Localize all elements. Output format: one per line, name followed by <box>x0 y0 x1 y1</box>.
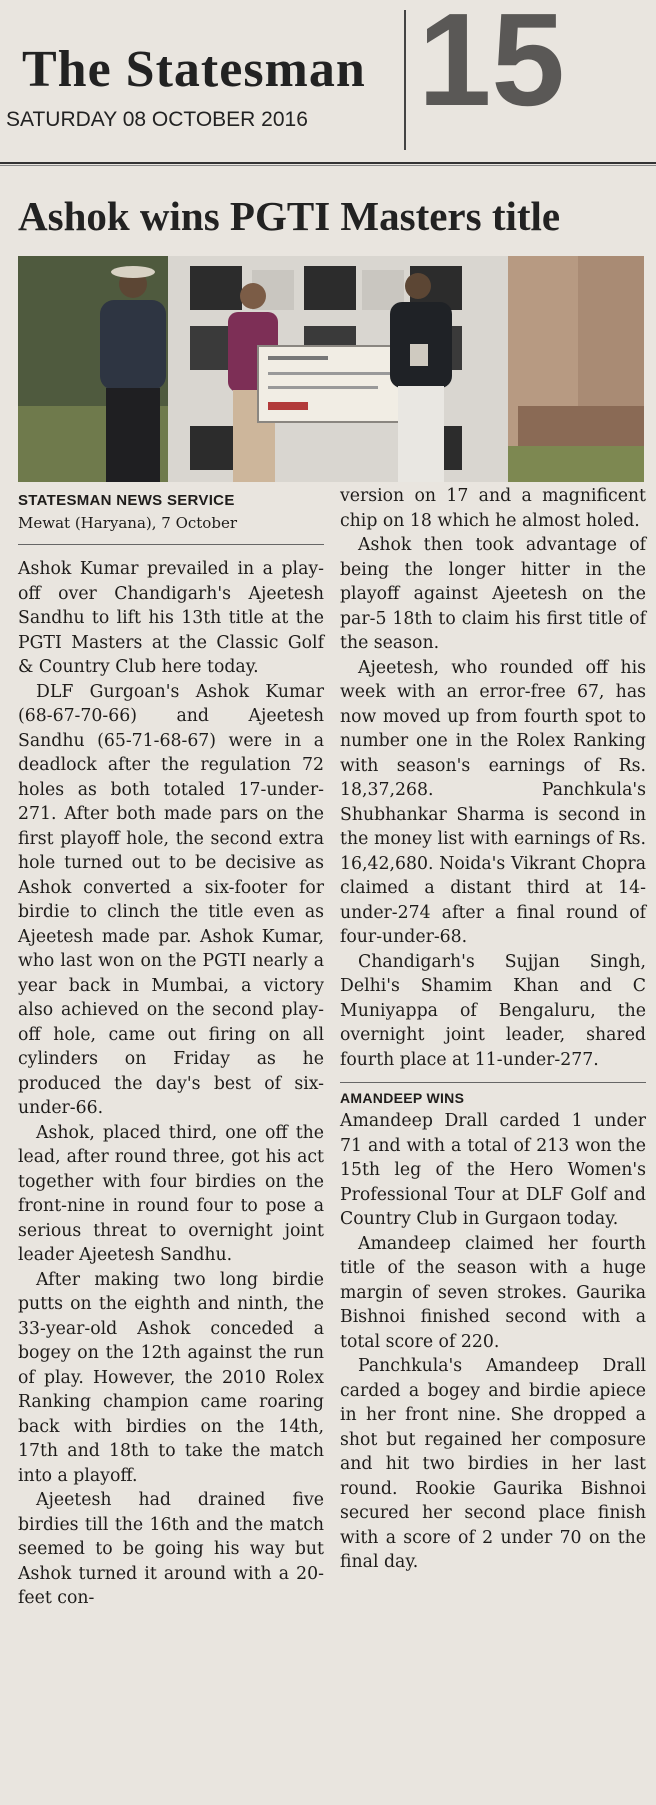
article-paragraph: Ashok, placed third, one off the lead, after round three, got his act together with four birdies on the front-nine in round four to pose a serious threat to overnight joint leader Ajeetesh Sandhu. <box>18 1122 324 1265</box>
article-paragraph: Amandeep claimed her fourth title of the season with a huge margin of seven strokes. Gaurika Bishnoi finished second with a total score of 220. <box>340 1233 646 1352</box>
article-paragraph: Amandeep Drall carded 1 under 71 and with a total of 213 won the 15th leg of the Hero Women's Professional Tour at DLF Golf and Country Club in Gurgaon today. <box>340 1111 646 1229</box>
article-paragraph: Ajeetesh had drained five birdies till the 16th and the match seemed to be going his way but Ashok turned it around with a 20-feet con- <box>18 1490 324 1608</box>
article-byline: STATESMAN NEWS SERVICE <box>18 492 235 509</box>
article-paragraph: Ashok then took advantage of being the longer hitter in the playoff against Ajeetesh on the par-5 18th to claim his first title of the season. <box>340 535 646 653</box>
article-paragraph: Chandigarh's Sujjan Singh, Delhi's Shamim Khan and C Muniyappa of Bengaluru, the overnight joint leader, shared fourth place at 11-under-277. <box>340 951 646 1070</box>
article-subhead: AMANDEEP WINS <box>340 1082 646 1109</box>
article-paragraph: After making two long birdie putts on the eighth and ninth, the 33-year-old Ashok conceded a bogey on the 12th against the run of play. However, the 2010 Rolex Ranking champion came roaring back with birdies on the 14th, 17th and 18th to take the match into a playoff. <box>18 1269 324 1486</box>
article-paragraph: Ashok Kumar prevailed in a play-off over Chandigarh's Ajeetesh Sandhu to lift his 13th title at the PGTI Masters at the Classic Golf & Country Club here today. <box>18 559 324 677</box>
byline-divider <box>18 544 324 545</box>
article-paragraph: version on 17 and a magnificent chip on 18 which he almost holed. <box>340 486 646 531</box>
masthead-rule <box>0 162 656 164</box>
article-paragraph: Panchkula's Amandeep Drall carded a bogey and birdie apiece in her front nine. She dropped a shot but regained her composure and hit two birdies in her last round. Rookie Gaurika Bishnoi secured her second place finish with a score of 2 under 70 on the final day. <box>340 1356 646 1572</box>
article-paragraph: DLF Gurgoan's Ashok Kumar (68-67-70-66) and Ajeetesh Sandhu (65-71-68-67) were in a deadlock after the regulation 72 holes as both totaled 17-under-271. After both made pars on the first playoff hole, the second extra hole turned out to be decisive as Ashok converted a six-footer for birdie to clinch the title even as Ajeetesh made par. Ashok Kumar, who last won on the PGTI nearly a year back in Mumbai, a victory also achieved on the second play-off hole, came out firing on all cylinders on Friday as he produced the day's best of six-under-66. <box>18 681 324 1118</box>
article-column-right <box>340 484 646 1575</box>
masthead <box>0 0 656 160</box>
newspaper-name: The Statesman <box>22 41 366 98</box>
article-column-left <box>18 490 324 1611</box>
page-number: 15 <box>418 0 565 133</box>
article-dateline: Mewat (Haryana), 7 October <box>18 514 237 532</box>
trophy-presentation-photo <box>18 256 644 482</box>
masthead-divider <box>404 10 406 150</box>
publication-date: SATURDAY 08 OCTOBER 2016 <box>6 108 308 131</box>
article-paragraph: Ajeetesh, who rounded off his week with an error-free 67, has now moved up from fourth spot to number one in the Rolex Ranking with season's earnings of Rs. 18,37,268. Panchkula's Shubhankar Sharma is second in the money list with earnings of Rs. 16,42,680. Noida's Vikrant Chopra claimed a distant third at 14-under-274 after a final round of four-under-68. <box>340 657 646 947</box>
article-headline: Ashok wins PGTI Masters title <box>18 193 561 239</box>
masthead-rule-thin <box>0 165 656 166</box>
